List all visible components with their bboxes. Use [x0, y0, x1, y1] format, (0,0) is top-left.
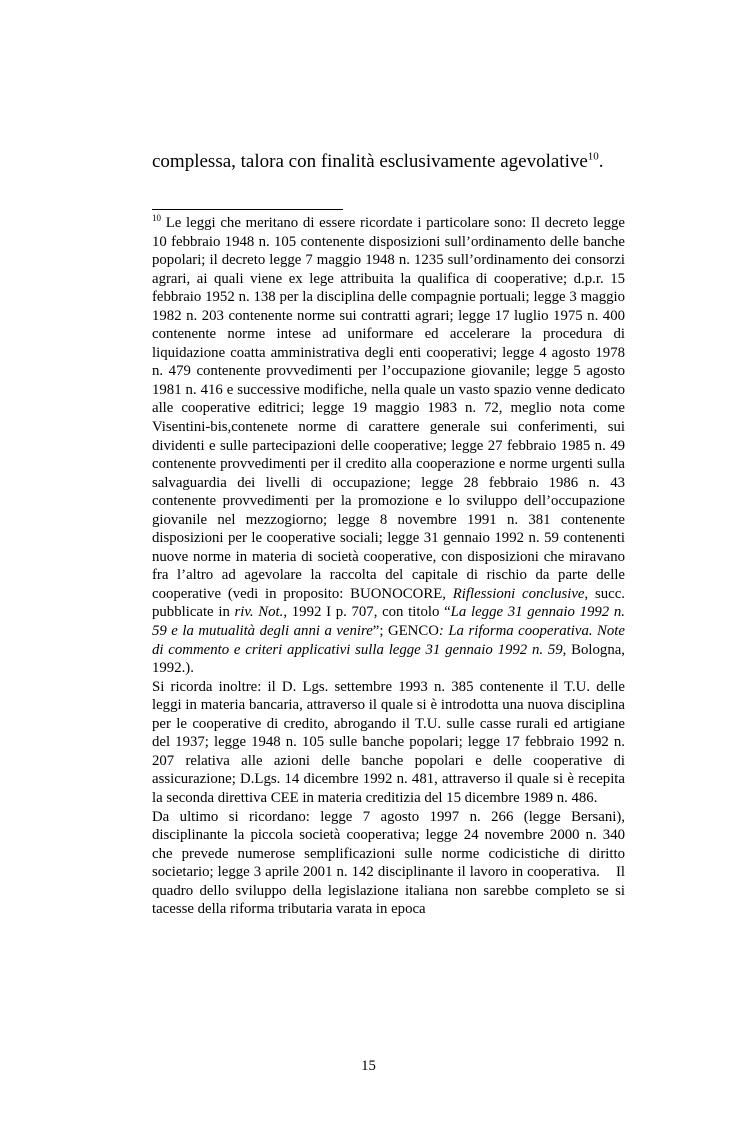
body-text-end: . [598, 151, 604, 172]
footnote-separator [152, 209, 343, 210]
footnote-text: , succ. pubblicate in [152, 585, 625, 621]
footnote-text: riv. Not. [234, 604, 284, 621]
footnote-paragraph-1 [152, 214, 625, 678]
body-text-line [152, 150, 604, 174]
footnote-reference: 10 [587, 150, 599, 163]
footnote-paragraph-2: Si ricorda inoltre: il D. Lgs. settembre 1993 n. 385 contenente il T.U. delle leggi in materia bancaria, attraverso il quale si è introdotta una nuova disciplina per le cooperative di credito, abrogando il T.U. sulle casse rurali ed artigiane del 1937; legge 1948 n. 105 sulle banche popolari; legge 17 febbraio 1992 n. 207 relativa alle azioni delle banche popolari e delle cooperative di assicurazione; D.Lgs. 14 dicembre 1992 n. 481, attraverso il quale si è recepita la seconda direttiva CEE in materia creditizia del 15 dicembre 1989 n. 486. [152, 678, 625, 806]
footnote-text: : La riforma cooperativa. Note di commento e criteri applicativi sulla legge 31 gennaio 1992 n. 59, [152, 623, 625, 658]
footnote-area [152, 213, 629, 919]
page-number: 15 [361, 1058, 376, 1074]
footnote-number: 10 [152, 213, 161, 224]
footnote-paragraph-3: Da ultimo si ricordano: legge 7 agosto 1997 n. 266 (legge Bersani), disciplinante la piccola società cooperativa; legge 24 novembre 2000 n. 340 che prevede numerose semplificazioni sulle norme codicistiche di diritto societario; legge 3 aprile 2001 n. 142 disciplinante il lavoro in cooperativa. Il quadro dello sviluppo della legislazione italiana non sarebbe completo se si tacesse della riforma tributaria varata in epoca [152, 808, 629, 918]
footnote-text: Le leggi che meritano di essere ricordate i particolare sono: Il decreto legge 10 febbraio 1948 n. 105 contenente disposizioni sull’ordinamento delle banche popolari; il decreto legge 7 maggio 1948 n. 1235 sull’ordinamento dei consorzi agrari, ai quali viene ex lege attribuita la qualifica di cooperative; d.p.r. 15 febbraio 1952 n. 138 per la disciplina delle compagnie portuali; legge 3 maggio 1982 n. 203 contenente norme sui contratti agrari; legge 17 luglio 1975 n. 400 contenente norme intese ad uniformare ed accelerare la procedura di liquidazione coatta amministrativa degli enti cooperativi; legge 4 agosto 1978 n. 479 contenente provvedimenti per l’occupazione giovanile; legge 5 agosto 1981 n. 416 e successive modifiche, nella quale un vasto spazio venne dedicato alle cooperative editrici; legge 19 maggio 1983 n. 72, meglio nota come Visentini-bis,contenete norme di carattere generale sui conferimenti, sui dividenti e sulle partecipazioni delle cooperative; legge 27 febbraio 1985 n. 49 contenente provvedimenti per il credito alla cooperazione e norme urgenti sulla salvaguardia dei livelli di occupazione; legge 28 febbraio 1986 n. 43 contenente provvedimenti per la promozione e lo sviluppo dell’occupazione giovanile nel mezzogiorno; legge 8 novembre 1991 n. 381 contenente disposizioni per le cooperative sociali; legge 31 gennaio 1992 n. 59 contenenti nuove norme in materia di società cooperative, con disposizioni che miravano fra l’altro ad agevolare la raccolta del capitale di rischio da parte delle cooperative (vedi in proposito: BUONOCORE, [152, 215, 625, 602]
footnote-text: La legge 31 gennaio 1992 n. 59 e la mutualità degli anni a venire [152, 604, 626, 640]
footnote-text: , 1992 I p. 707, con titolo “ [283, 604, 451, 621]
footnote-text: Bologna, 1992.). [152, 641, 625, 677]
body-text: complessa, talora con finalità esclusivamente agevolative [152, 151, 588, 172]
footnote-text: Riflessioni conclusive [452, 585, 585, 602]
footnote-text: ”; GENCO [372, 623, 439, 640]
